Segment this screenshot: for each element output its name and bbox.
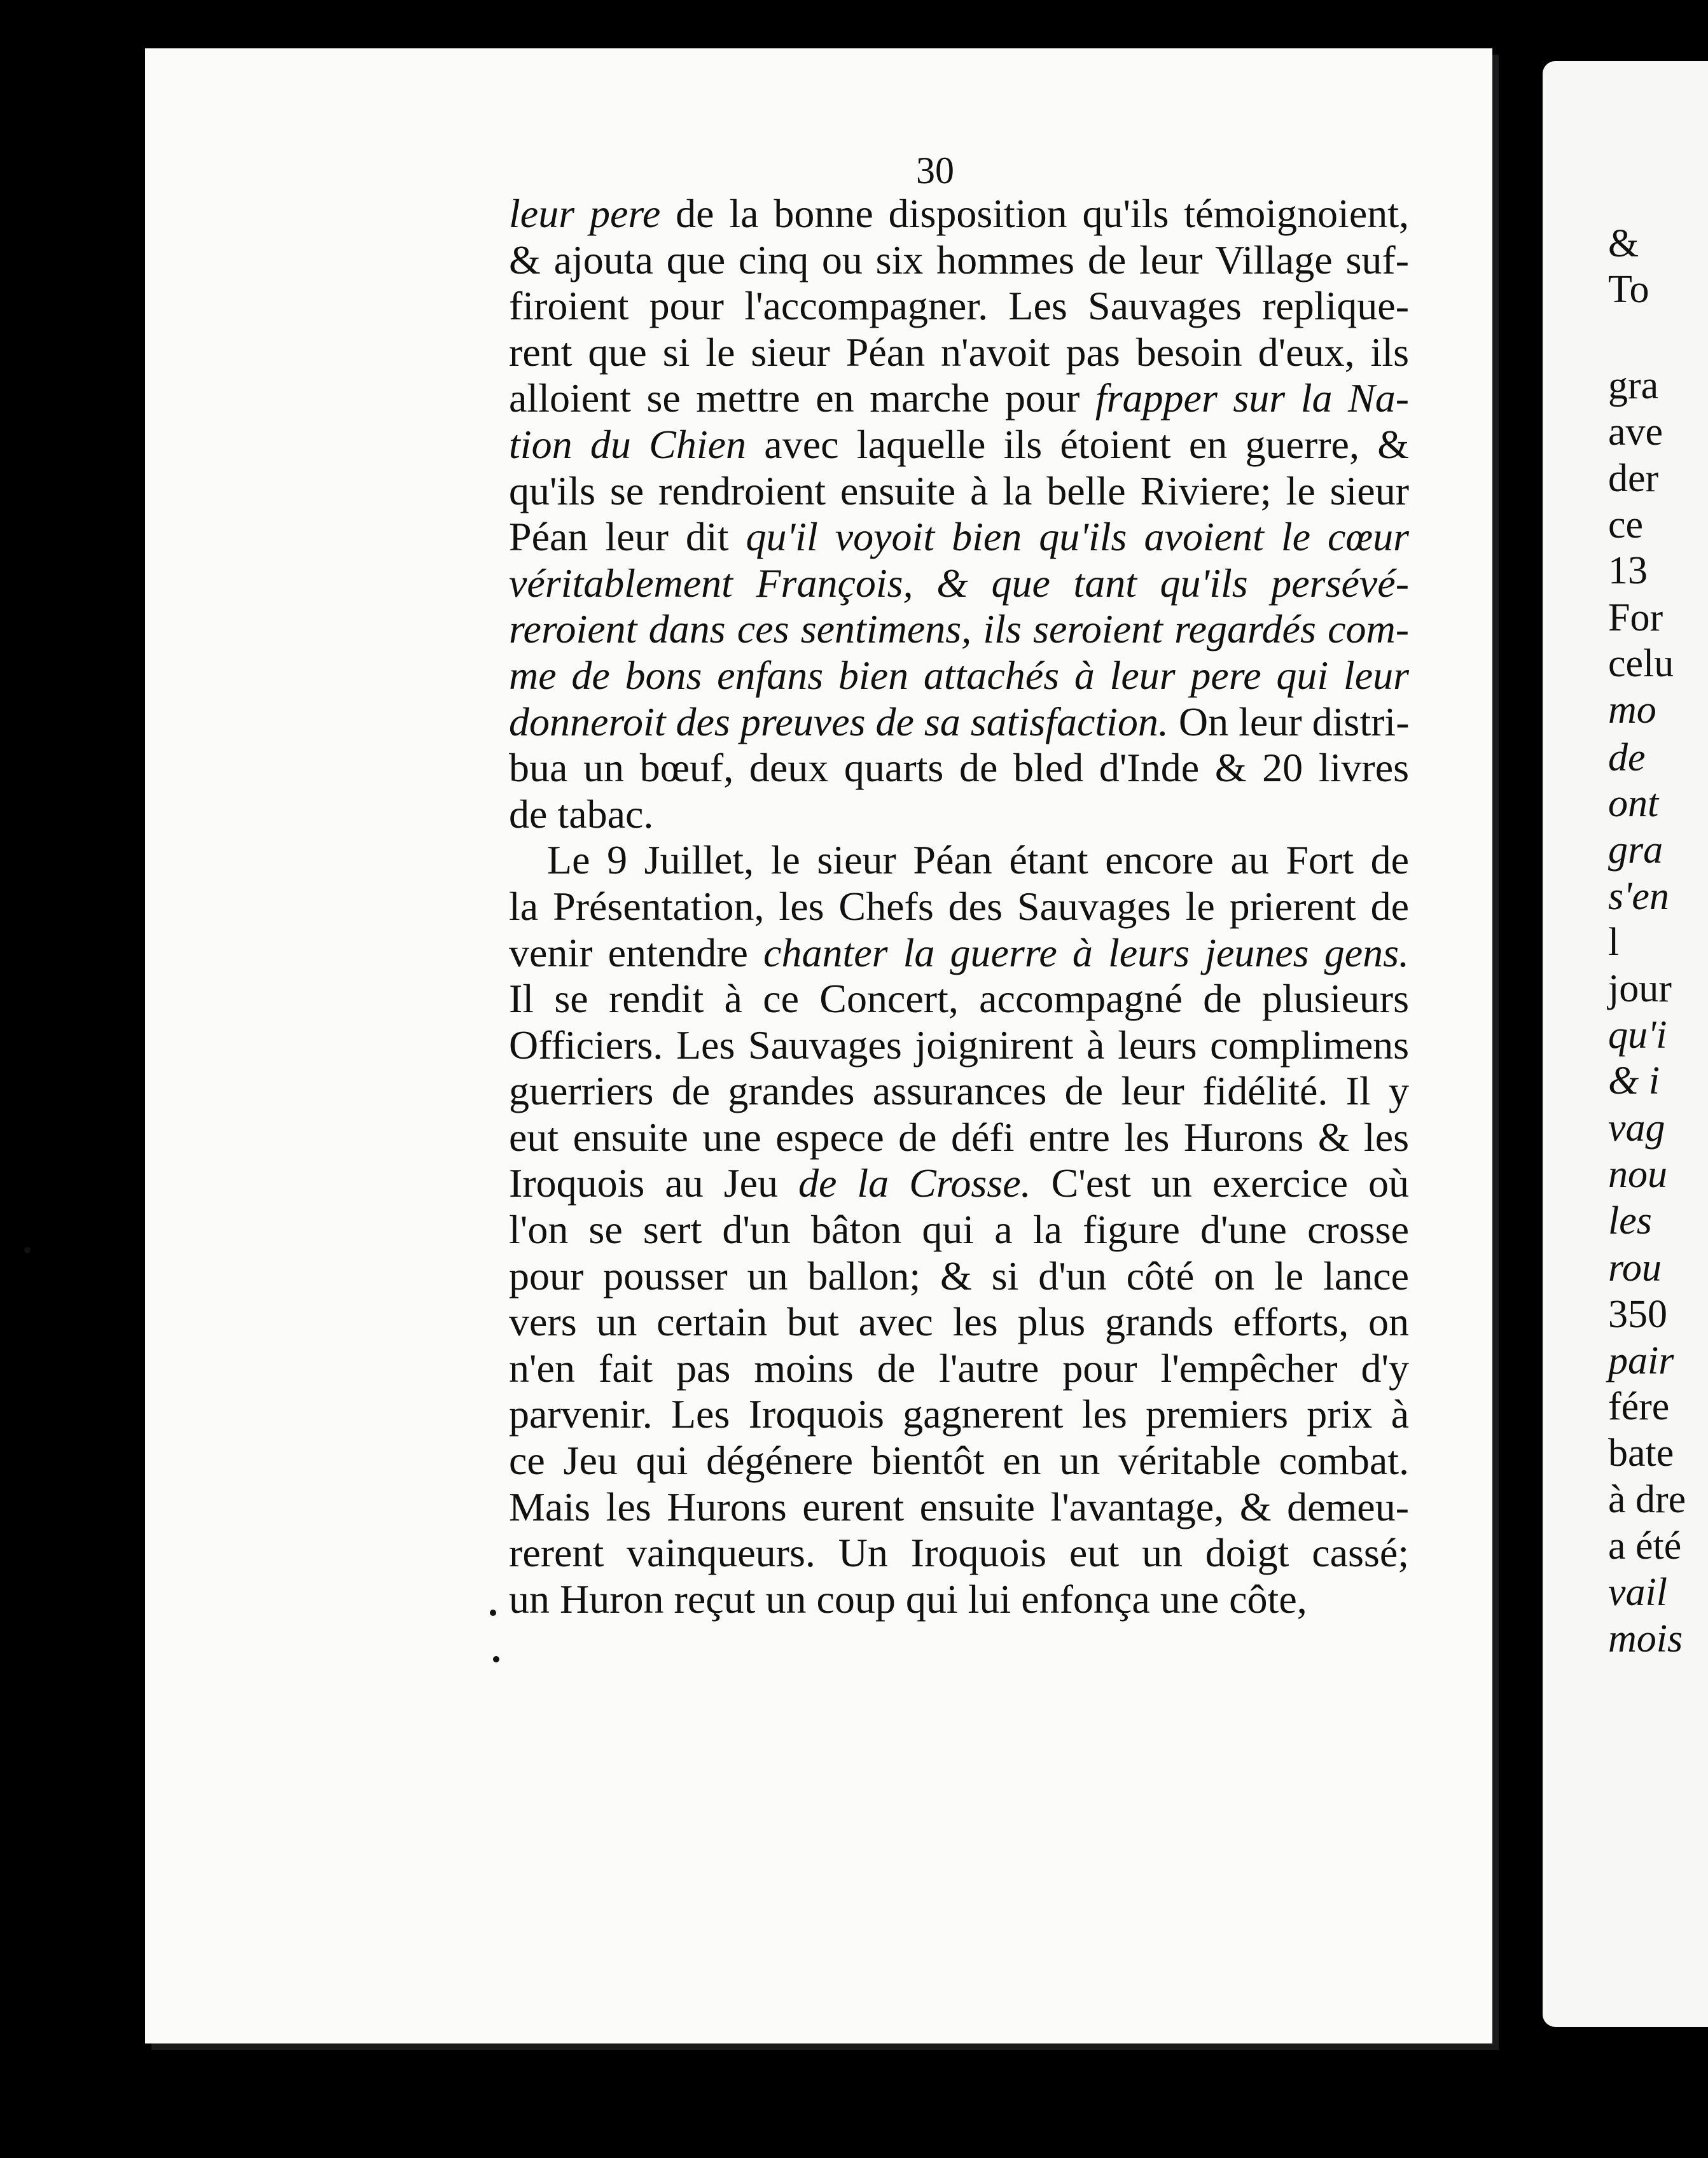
text-line	[509, 1160, 1409, 1207]
right-page-fragment: de	[1608, 736, 1646, 779]
right-page-fragment: gra	[1608, 364, 1659, 407]
text-line	[509, 330, 1409, 376]
right-page-fragment: pair	[1608, 1339, 1674, 1382]
text-run: parvenir. Les Iroquois gagnerent les premiers prix à	[509, 1391, 1409, 1437]
text-line	[509, 837, 1409, 884]
right-page-fragment: ce	[1608, 503, 1644, 546]
right-page-fragment: & i	[1608, 1059, 1660, 1103]
text-run: l'on se sert d'un bâton qui a la figure d'une crosse	[509, 1207, 1409, 1253]
text-run: rent que si le sieur Péan n'avoit pas besoin d'eux, ils	[509, 329, 1409, 375]
text-run: & ajouta que cinq ou six hommes de leur Village suf-	[509, 237, 1409, 282]
right-page-fragment: s'en	[1608, 875, 1669, 918]
text-run: vers un certain but avec les plus grands efforts, on	[509, 1299, 1409, 1345]
paragraph-1	[509, 191, 1409, 837]
right-page-fragment: gra	[1608, 828, 1663, 872]
right-page-fragment: vag	[1608, 1106, 1665, 1150]
right-page-fragment: l	[1608, 921, 1620, 964]
right-page-fragment: ave	[1608, 410, 1663, 454]
text-run: ce Jeu qui dégénere bientôt en un véritable combat.	[509, 1438, 1409, 1484]
text-run: Le 9 Juillet, le sieur Péan étant encore au Fort de	[547, 837, 1409, 883]
right-page-fragment: To	[1608, 268, 1649, 311]
text-run: C'est un exercice où	[1031, 1160, 1410, 1206]
text-run: qu'ils se rendroient ensuite à la belle Riviere; le sieur	[509, 468, 1409, 513]
text-line	[509, 976, 1409, 1022]
text-line	[509, 699, 1409, 746]
text-line	[509, 1484, 1409, 1531]
text-line	[509, 375, 1409, 422]
right-page-fragment: rou	[1608, 1246, 1662, 1290]
text-line	[509, 1299, 1409, 1346]
right-page-fragment: 13	[1608, 549, 1648, 592]
text-run: alloient se mettre en marche pour	[509, 375, 1095, 421]
margin-mark	[24, 1247, 31, 1253]
right-page-fragment: qu'i	[1608, 1013, 1667, 1057]
text-run: me de bons enfans bien attachés à leur pere qui leur	[509, 652, 1409, 698]
text-run: frapper sur la Na-	[1095, 375, 1410, 421]
text-line	[509, 884, 1409, 930]
text-run: Il se rendit à ce Concert, accompagné de plusieurs	[509, 976, 1409, 1022]
text-run: n'en fait pas moins de l'autre pour l'empêcher d'y	[509, 1345, 1409, 1391]
text-run: bua un bœuf, deux quarts de bled d'Inde & 20 livres	[509, 745, 1409, 791]
right-page-fragment: a été	[1608, 1524, 1682, 1568]
text-run: Péan leur dit	[509, 514, 746, 560]
text-line	[509, 930, 1409, 977]
text-line	[509, 560, 1409, 607]
text-run: de tabac.	[509, 791, 654, 837]
right-page-fragment: vail	[1608, 1571, 1667, 1614]
right-page-fragment: les	[1608, 1199, 1652, 1243]
text-run: avec laquelle ils étoient en guerre, &	[746, 421, 1409, 467]
text-line	[509, 791, 1409, 838]
text-run: la Présentation, les Chefs des Sauvages le prierent de	[509, 883, 1409, 929]
text-line	[509, 468, 1409, 515]
right-page-fragment: &	[1608, 222, 1639, 265]
page-number: 30	[916, 150, 954, 191]
right-page-fragment: der	[1608, 457, 1659, 500]
right-page-fragment: bate	[1608, 1431, 1674, 1475]
text-run: qu'il voyoit bien qu'ils avoient le cœur	[746, 514, 1409, 560]
right-page-fragment: mois	[1608, 1617, 1683, 1660]
text-run: donneroit des preuves de sa satisfaction.	[509, 699, 1169, 744]
text-run: de la bonne disposition qu'ils témoignoient,	[660, 191, 1409, 236]
margin-mark	[490, 1610, 496, 1616]
text-run: de la Crosse.	[798, 1160, 1031, 1206]
right-page-fragment: For	[1608, 596, 1663, 639]
text-run: rerent vainqueurs. Un Iroquois eut un doigt cassé;	[509, 1530, 1409, 1576]
text-run: pour pousser un ballon; & si d'un côté on le lance	[509, 1253, 1409, 1298]
text-line	[509, 1391, 1409, 1438]
text-line	[509, 745, 1409, 791]
text-run: eut ensuite une espece de défi entre les Hurons & les	[509, 1114, 1409, 1160]
text-line	[509, 237, 1409, 284]
right-page-fragment: à dre	[1608, 1478, 1686, 1521]
text-line	[509, 1207, 1409, 1253]
text-run: Iroquois au Jeu	[509, 1160, 798, 1206]
text-run: un Huron reçut un coup qui lui enfonça une côte,	[509, 1576, 1307, 1622]
text-run: leur pere	[509, 191, 661, 236]
text-line	[509, 1115, 1409, 1161]
text-run: Officiers. Les Sauvages joignirent à leurs complimens	[509, 1022, 1409, 1068]
right-page-fragment: ont	[1608, 782, 1659, 825]
text-line	[509, 1438, 1409, 1484]
body-text	[509, 191, 1409, 1622]
text-line	[509, 191, 1409, 237]
text-run: tion du Chien	[509, 421, 746, 467]
text-line	[509, 653, 1409, 699]
right-page-fragment: jour	[1608, 967, 1672, 1010]
text-run: Mais les Hurons eurent ensuite l'avantage, & demeu-	[509, 1484, 1409, 1529]
text-run: On leur distri-	[1168, 699, 1410, 744]
text-line	[509, 514, 1409, 560]
text-run: venir entendre	[509, 929, 764, 975]
text-line	[509, 283, 1409, 330]
text-line	[509, 1577, 1409, 1623]
text-run: reroient dans ces sentimens, ils seroient regardés com-	[509, 606, 1409, 652]
text-line	[509, 422, 1409, 468]
right-page-fragment: celu	[1608, 642, 1674, 685]
right-page-fragment: mo	[1608, 688, 1656, 732]
text-line	[509, 1253, 1409, 1300]
right-page-fragment: 350	[1608, 1293, 1667, 1336]
text-run: chanter la guerre à leurs jeunes gens.	[763, 929, 1410, 975]
text-line	[509, 1346, 1409, 1392]
paragraph-2	[509, 837, 1409, 1622]
right-page-fragment: fére	[1608, 1385, 1670, 1428]
text-line	[509, 1530, 1409, 1577]
text-line	[509, 1068, 1409, 1115]
text-run: véritablement François, & que tant qu'ils persévé-	[509, 560, 1409, 606]
text-line	[509, 1022, 1409, 1069]
right-page-fragment: nou	[1608, 1153, 1667, 1196]
text-run: guerriers de grandes assurances de leur fidélité. Il y	[509, 1068, 1409, 1114]
text-line	[509, 606, 1409, 653]
text-run: firoient pour l'accompagner. Les Sauvages replique-	[509, 283, 1409, 329]
margin-mark	[493, 1656, 499, 1662]
